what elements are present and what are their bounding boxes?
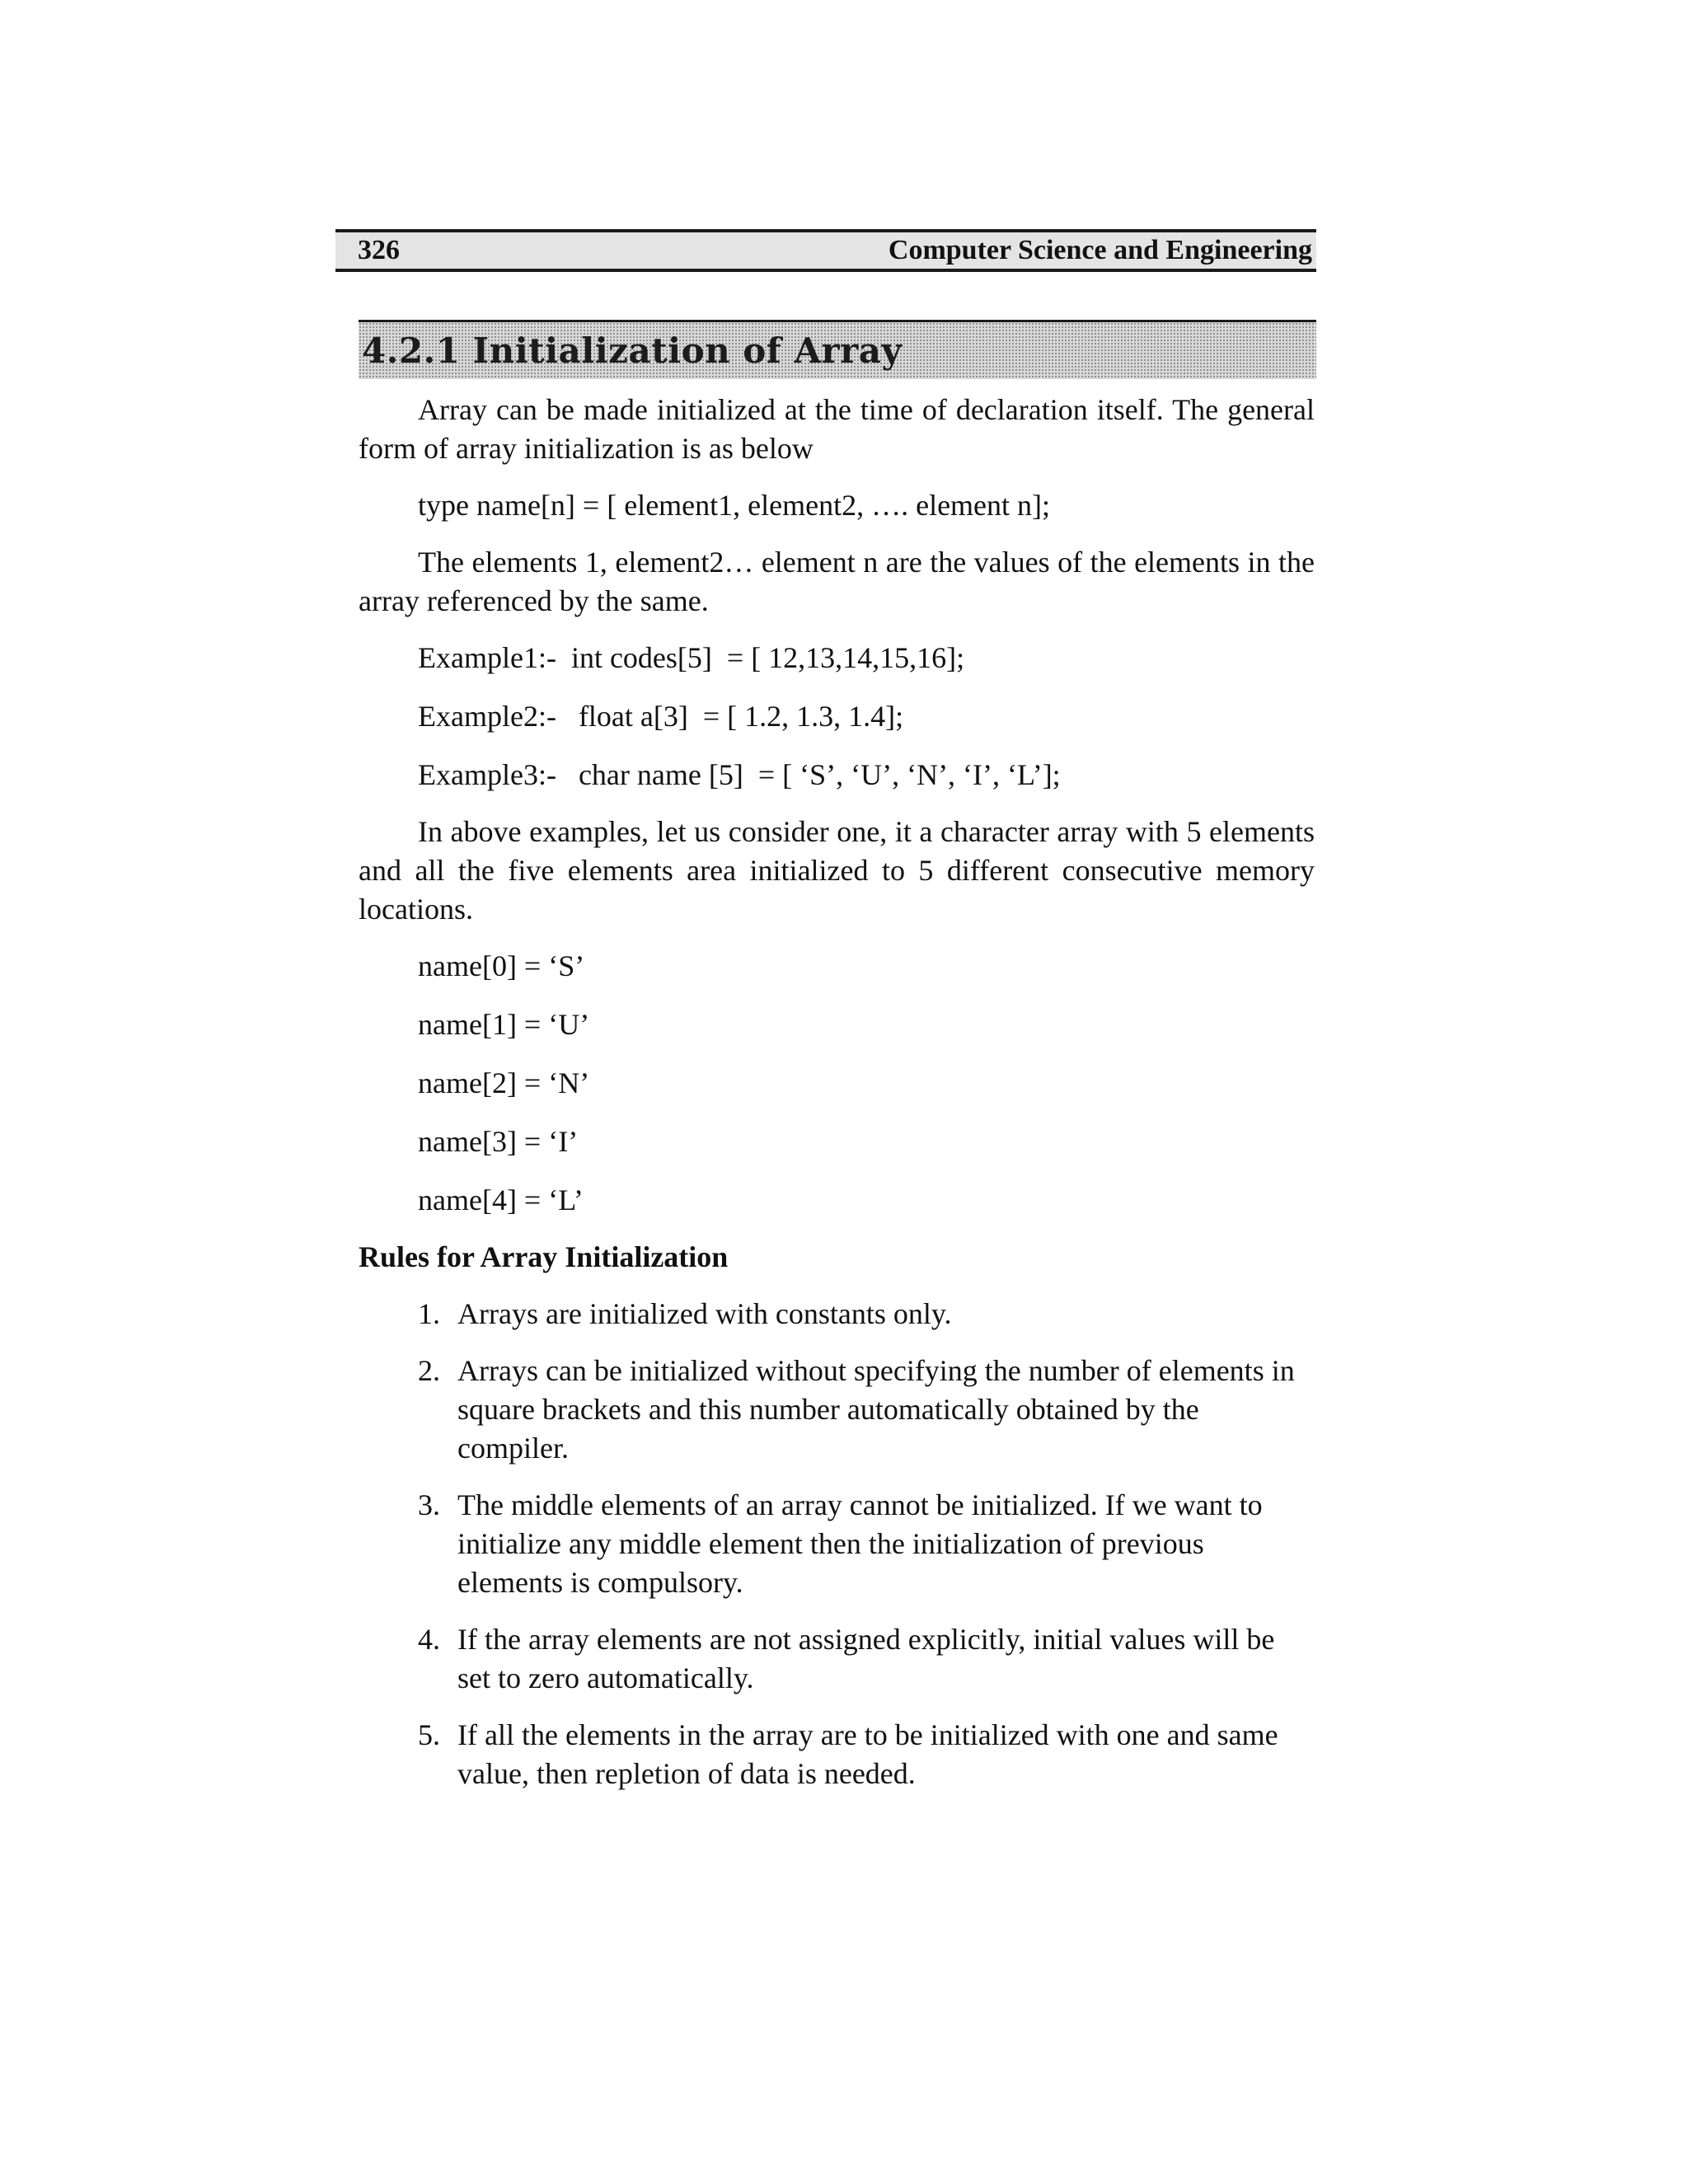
assignment-line: name[0] = ‘S’ <box>418 949 585 982</box>
section-body <box>359 391 1315 1793</box>
book-page <box>335 229 1316 1811</box>
example-line: Example1:- int codes[5] = [ 12,13,14,15,16]; <box>418 641 965 674</box>
explanation-paragraph: The elements 1, element2… element n are the values of the elements in the array referenced by the same. <box>359 546 1315 617</box>
rules-list <box>359 1295 1315 1793</box>
rule-number: 3. <box>418 1488 440 1521</box>
rule-number: 5. <box>418 1718 440 1751</box>
syntax-line: type name[n] = [ element1, element2, …. element n]; <box>418 489 1051 522</box>
rule-text: The middle elements of an array cannot be initialized. If we want to initialize any middle element then the initialization of previous elements is compulsory. <box>457 1488 1263 1599</box>
rule-text: If all the elements in the array are to be initialized with one and same value, then repletion of data is needed. <box>457 1718 1278 1790</box>
rule-item <box>359 1716 1315 1793</box>
rule-number: 4. <box>418 1623 440 1656</box>
rules-heading: Rules for Array Initialization <box>359 1240 729 1273</box>
section-heading-bar <box>359 320 1316 379</box>
rule-item <box>359 1295 1315 1333</box>
intro-paragraph: Array can be made initialized at the time of declaration itself. The general form of array initialization is as below <box>359 393 1315 465</box>
example-line: Example2:- float a[3] = [ 1.2, 1.3, 1.4]; <box>418 700 904 733</box>
rule-text: If the array elements are not assigned explicitly, initial values will be set to zero automatically. <box>457 1623 1275 1694</box>
assignment-line: name[4] = ‘L’ <box>418 1183 584 1216</box>
rule-number: 1. <box>418 1297 440 1330</box>
rule-item <box>359 1620 1315 1698</box>
rule-text: Arrays are initialized with constants only. <box>457 1297 952 1330</box>
running-title: Computer Science and Engineering <box>888 235 1312 265</box>
example-line: Example3:- char name [5] = [ ‘S’, ‘U’, ‘N’, ‘I’, ‘L’]; <box>418 758 1061 791</box>
assignment-line: name[3] = ‘I’ <box>418 1125 579 1158</box>
discussion-paragraph: In above examples, let us consider one, it a character array with 5 elements and all the five elements area initialized to 5 different consecutive memory locations. <box>359 815 1315 926</box>
page-number: 326 <box>358 235 400 265</box>
assignment-line: name[2] = ‘N’ <box>418 1066 590 1099</box>
rule-number: 2. <box>418 1354 440 1387</box>
rule-item <box>359 1486 1315 1602</box>
section-title: 4.2.1 Initialization of Array <box>362 330 903 371</box>
rule-item <box>359 1352 1315 1468</box>
running-header <box>335 229 1316 272</box>
rule-text: Arrays can be initialized without specifying the number of elements in square brackets and this number automatically obtained by the compiler. <box>457 1354 1295 1465</box>
assignment-line: name[1] = ‘U’ <box>418 1008 590 1041</box>
